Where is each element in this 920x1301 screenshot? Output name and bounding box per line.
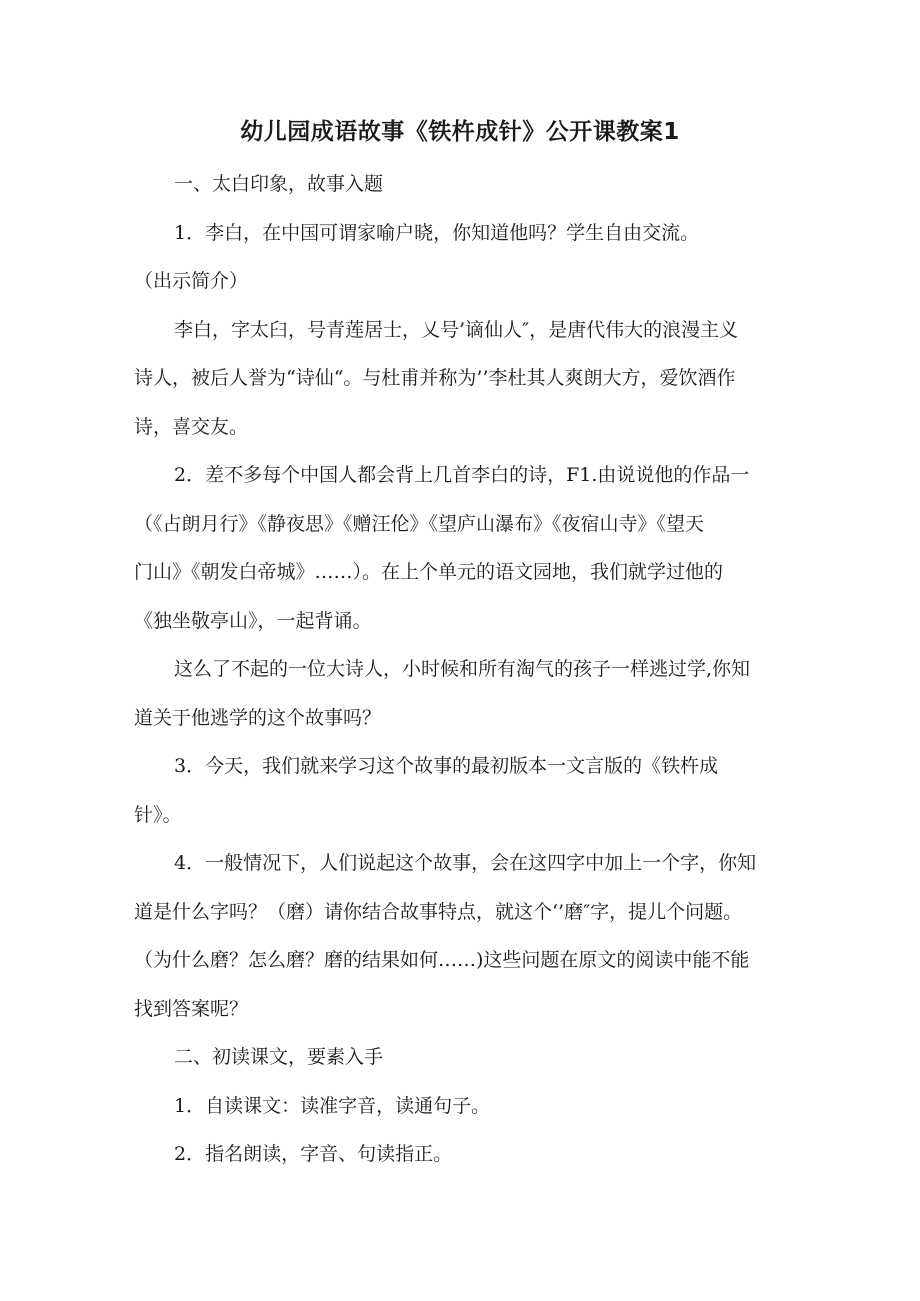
paragraph-line: 2．指名朗读，字音、句读指正。 (174, 1143, 453, 1165)
paragraph-line: 找到答案呢？ (134, 997, 249, 1020)
paragraph-line: （出示简介） (134, 270, 249, 292)
paragraph-line: 诗，喜交友。 (134, 415, 249, 438)
paragraph-line: 3．今天，我们就来学习这个故事的最初版本一文言版的《铁杵成 (174, 755, 719, 777)
section-heading: 一、太白印象，故事入题 (174, 173, 384, 195)
paragraph-line: 4．一般情况下，人们说起这个故事，会在这四字中加上一个字，你知 (174, 852, 757, 874)
document-body (134, 160, 794, 1179)
paragraph-line: 道关于他逃学的这个故事吗？ (134, 706, 382, 729)
paragraph-line: 诗人，被后人誉为“诗仙“。与杜甫并称为’’李杜其人爽朗大方，爱饮酒作 (134, 367, 736, 389)
paragraph-line: 1．自读课文：读准字音，读通句子。 (174, 1094, 491, 1117)
paragraph-line: 道是什么字吗？（磨）请你结合故事特点，就这个‘’磨″字，提儿个问题。 (134, 900, 743, 923)
section-heading: 二、初读课文，要素入手 (174, 1046, 384, 1068)
paragraph-line: （《占朗月行》《静夜思》《赠汪伦》《望庐山瀑布》《夜宿山寺》《望天 (134, 512, 705, 535)
document-title: 幼儿园成语故事《铁杵成针》公开课教案1 (240, 119, 680, 145)
paragraph-line: 1．李白，在中国可谓家喻户晓，你知道他吗？学生自由交流。 (174, 221, 700, 244)
paragraph-line: 这么了不起的一位大诗人，小时候和所有淘气的孩子一样逃过学,你知 (174, 658, 751, 680)
paragraph-line: 《独坐敬亭山》，一起背诵。 (134, 609, 372, 632)
paragraph-line: （为什么磨？怎么磨？磨的结果如何……)这些问题在原文的阅读中能不能 (134, 949, 750, 971)
paragraph-line: 2．差不多每个中国人都会背上几首李白的诗，F1.由说说他的作品一 (174, 464, 750, 486)
paragraph-line: 门山》《朝发白帝城》……）。在上个单元的语文园地，我们就学过他的 (134, 561, 724, 583)
paragraph-line: 李白，字太臼，号青莲居士，乂号’谪仙人″，是唐代伟大的浪漫主义 (174, 318, 739, 341)
paragraph-line: 针》。 (134, 803, 182, 826)
